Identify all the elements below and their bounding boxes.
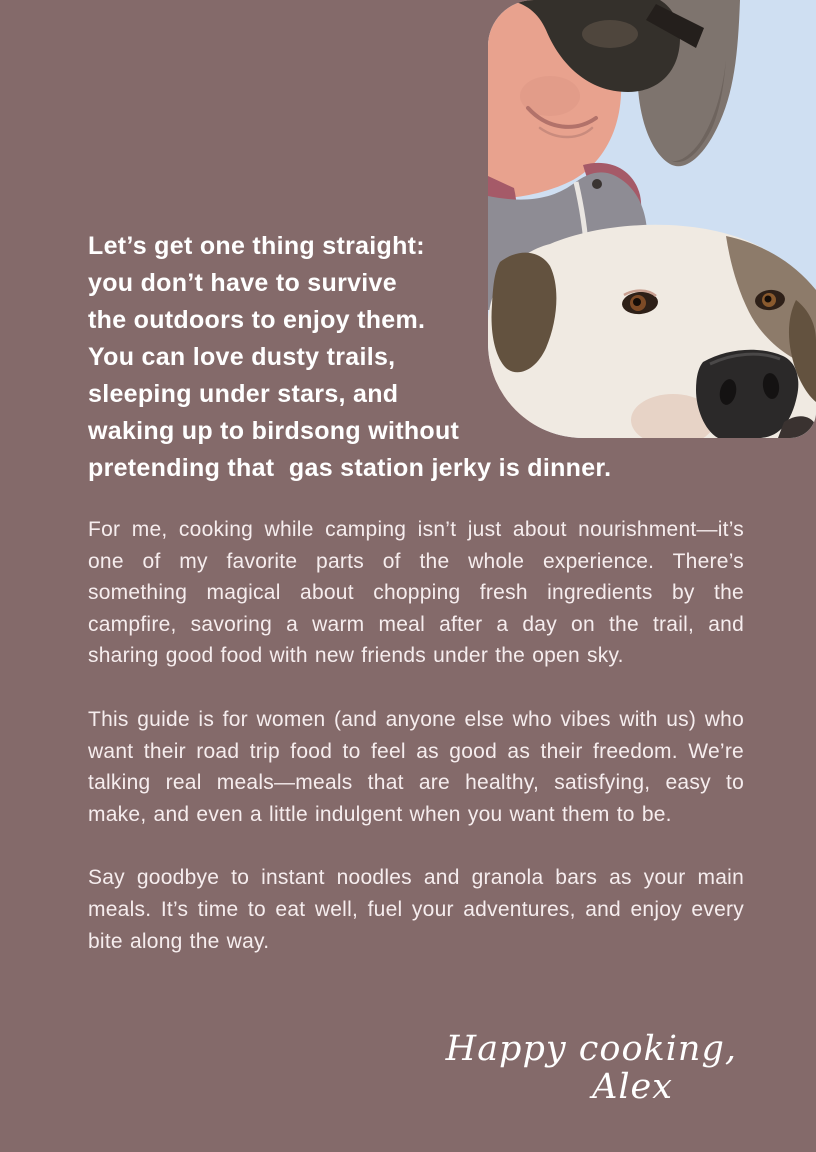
intro-body xyxy=(88,514,744,957)
intro-paragraph-1: For me, cooking while camping isn’t just about nourishment—it’s one of my favorite parts of the whole experience. There’s something magical about chopping fresh ingredients by the campfire, savoring a warm meal after a day on the trail, and sharing good food with new friends under the open sky. xyxy=(88,518,744,668)
intro-heading xyxy=(88,228,611,487)
heading-line-6: waking up to birdsong without xyxy=(88,417,460,445)
lens-reflection xyxy=(582,20,638,48)
heading-line-7: pretending that gas station jerky is dinner. xyxy=(88,454,612,482)
heading-line-3: the outdoors to enjoy them. xyxy=(88,306,426,334)
intro-paragraph-2: This guide is for women (and anyone else who vibes with us) who want their road trip food to feel as good as their freedom. We’re talking real meals—meals that are healthy, satisfying, easy to make, and even a little indulgent when you want them to be. xyxy=(88,707,744,826)
heading-line-4: You can love dusty trails, xyxy=(88,343,396,371)
intro-paragraph-3: Say goodbye to instant noodles and granola bars as your main meals. It’s time to eat well, fuel your adventures, and enjoy every bite along the way. xyxy=(88,866,744,953)
collar-grommet xyxy=(592,179,602,189)
heading-line-1: Let’s get one thing straight: xyxy=(88,232,425,260)
heading-line-5: sleeping under stars, and xyxy=(88,380,399,408)
signature-line-1: Happy cooking, xyxy=(445,1029,737,1069)
signature-line-2: Alex xyxy=(592,1067,673,1107)
author-signature xyxy=(446,1030,737,1106)
heading-line-2: you don’t have to survive xyxy=(88,269,397,297)
